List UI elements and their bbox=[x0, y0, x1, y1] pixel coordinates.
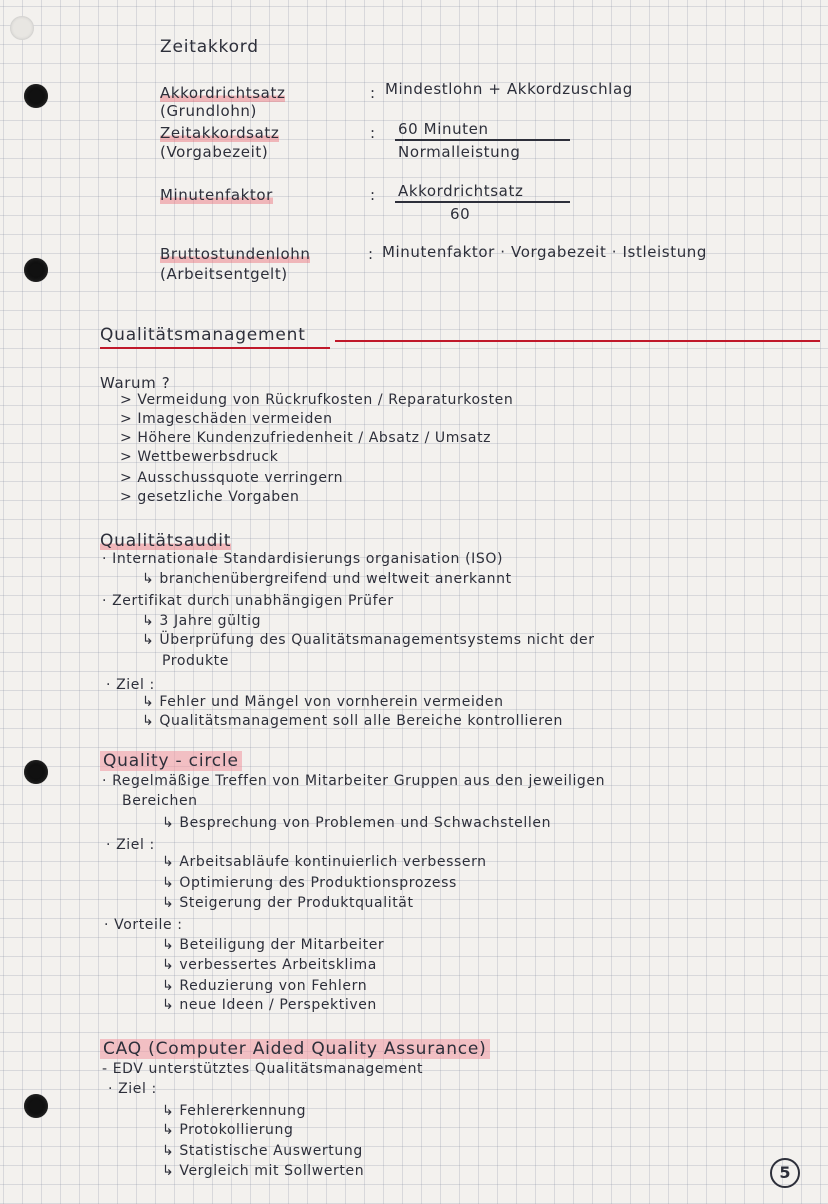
fraction-denominator: 60 bbox=[450, 205, 471, 223]
qm-title: Qualitätsmanagement bbox=[100, 325, 306, 345]
list-item: ↳ Arbeitsabläufe kontinuierlich verbessern bbox=[162, 854, 487, 870]
list-item: ↳ Besprechung von Problemen und Schwachstellen bbox=[162, 815, 552, 831]
list-item: ↳ Statistische Auswertung bbox=[162, 1143, 363, 1159]
list-item: > Ausschussquote verringern bbox=[120, 470, 344, 486]
list-item: · Ziel : bbox=[108, 1081, 157, 1097]
fraction-numerator: 60 Minuten bbox=[398, 120, 489, 138]
definition: Minutenfaktor · Vorgabezeit · Istleistung bbox=[382, 243, 708, 261]
circle-title-text: Quality - circle bbox=[100, 751, 242, 771]
binder-hole bbox=[10, 16, 34, 40]
list-item: Produkte bbox=[162, 653, 229, 669]
list-item: ↳ branchenübergreifend und weltweit anerkannt bbox=[142, 571, 512, 587]
caq-title-text: CAQ (Computer Aided Quality Assurance) bbox=[100, 1039, 490, 1059]
list-item: ↳ Protokollierung bbox=[162, 1122, 294, 1138]
fraction-denominator: Normalleistung bbox=[398, 143, 521, 161]
fraction-line bbox=[395, 201, 570, 203]
zeitakkord-title: Zeitakkord bbox=[160, 37, 259, 57]
list-item: · Zertifikat durch unabhängigen Prüfer bbox=[102, 593, 394, 609]
term-zeitakkordsatz: Zeitakkordsatz bbox=[160, 124, 280, 142]
binder-hole bbox=[24, 1094, 48, 1118]
audit-title: Qualitätsaudit bbox=[100, 531, 232, 551]
caq-title bbox=[100, 1040, 490, 1058]
list-item: ↳ Steigerung der Produktqualität bbox=[162, 895, 414, 911]
term-bruttostundenlohn: Bruttostundenlohn bbox=[160, 245, 311, 263]
list-item: ↳ 3 Jahre gültig bbox=[142, 613, 262, 629]
list-item: ↳ verbessertes Arbeitsklima bbox=[162, 957, 377, 973]
list-item: · Internationale Standardisierungs organisation (ISO) bbox=[102, 551, 504, 567]
term-akkordrichtsatz: Akkordrichtsatz bbox=[160, 84, 286, 102]
colon: : bbox=[370, 124, 376, 142]
list-item: > Vermeidung von Rückrufkosten / Reparaturkosten bbox=[120, 392, 514, 408]
list-item: ↳ Qualitätsmanagement soll alle Bereiche kontrollieren bbox=[142, 713, 563, 729]
list-item: > Imageschäden vermeiden bbox=[120, 411, 333, 427]
list-item: · Vorteile : bbox=[104, 917, 183, 933]
term-minutenfaktor: Minutenfaktor bbox=[160, 186, 273, 204]
term-sub: (Arbeitsentgelt) bbox=[160, 265, 288, 283]
list-item: ↳ neue Ideen / Perspektiven bbox=[162, 997, 377, 1013]
term-sub: (Grundlohn) bbox=[160, 102, 257, 120]
colon: : bbox=[370, 186, 376, 204]
warum-label: Warum ? bbox=[100, 374, 171, 392]
list-item: - EDV unterstütztes Qualitätsmanagement bbox=[102, 1061, 424, 1077]
colon: : bbox=[368, 245, 374, 263]
binder-hole bbox=[24, 84, 48, 108]
fraction-line bbox=[395, 139, 570, 141]
list-item: > gesetzliche Vorgaben bbox=[120, 489, 300, 505]
list-item: · Ziel : bbox=[106, 837, 155, 853]
list-item: ↳ Vergleich mit Sollwerten bbox=[162, 1163, 365, 1179]
term-sub: (Vorgabezeit) bbox=[160, 143, 269, 161]
list-item: ↳ Fehlererkennung bbox=[162, 1103, 307, 1119]
list-item: > Wettbewerbsdruck bbox=[120, 449, 279, 465]
page-number: 5 bbox=[770, 1158, 800, 1188]
binder-hole bbox=[24, 760, 48, 784]
list-item: ↳ Reduzierung von Fehlern bbox=[162, 978, 368, 994]
colon: : bbox=[370, 84, 376, 102]
list-item: ↳ Beteiligung der Mitarbeiter bbox=[162, 937, 385, 953]
list-item: ↳ Fehler und Mängel von vornherein vermeiden bbox=[142, 694, 504, 710]
fraction-numerator: Akkordrichtsatz bbox=[398, 182, 524, 200]
circle-title bbox=[100, 752, 242, 770]
title-rule bbox=[335, 340, 820, 342]
definition: Mindestlohn + Akkordzuschlag bbox=[385, 80, 633, 98]
list-item: ↳ Überprüfung des Qualitätsmanagementsystems nicht der bbox=[142, 632, 595, 648]
list-item: > Höhere Kundenzufriedenheit / Absatz / Umsatz bbox=[120, 430, 492, 446]
list-item: ↳ Optimierung des Produktionsprozess bbox=[162, 875, 457, 891]
list-item: Bereichen bbox=[122, 793, 198, 809]
binder-hole bbox=[24, 258, 48, 282]
title-underline bbox=[100, 347, 330, 349]
list-item: · Ziel : bbox=[106, 677, 155, 693]
list-item: · Regelmäßige Treffen von Mitarbeiter Gruppen aus den jeweiligen bbox=[102, 773, 606, 789]
